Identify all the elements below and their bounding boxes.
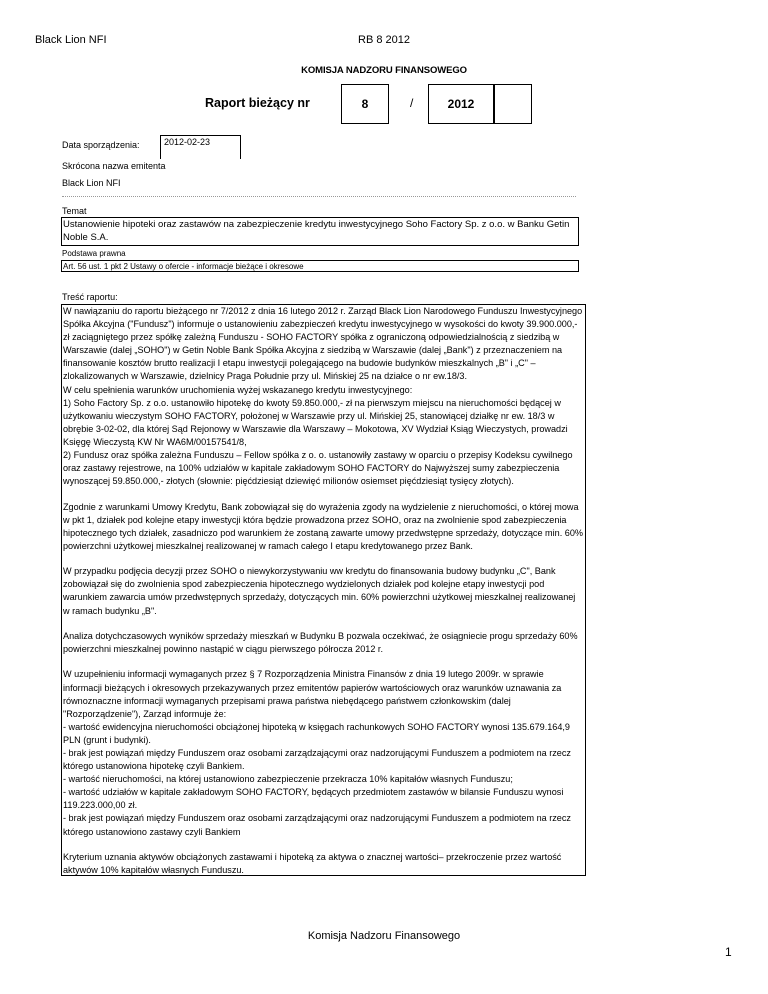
report-extra-box bbox=[494, 84, 532, 124]
page-number: 1 bbox=[725, 945, 732, 959]
content-paragraph-4: Analiza dotychczasowych wyników sprzedaży mieszkań w Budynku B pozwala oczekiwać, że osiągniecie progu sprzedaży 60% powierzchni mieszkalnej powinno nastąpić w ciągu pierwszego półrocza 2012 r. bbox=[63, 630, 578, 655]
content-paragraph-1: W nawiązaniu do raportu bieżącego nr 7/2012 z dnia 16 lutego 2012 r. Zarząd Black Lion Narodowego Funduszu Inwestycyjnego Spółka Akcyjna ("Fundusz") informuje o ustanowieniu zabezpieczeń kredytu inwestycyjnego w wysokości do kwoty 39.900.000,- zł zaciągniętego przez spółkę zależną Funduszu - SOHO FACTORY spółka z ograniczoną odpowiedzialnością z siedzibą w Warszawie (dalej „SOHO") w Getin Noble Bank Spółka Akcyjna z siedzibą w Warszawie (dalej „Bank") z przeznaczeniem na finansowanie kosztów brutto realizacji I etapu inwestycji polegającego na budowie budynków mieszkalnych „B" i „C" – zlokalizowanych w Warszawie, dzielnicy Praga Południe przy ul. Mińskiej 25 na działce o nr ew.18/3. W celu spełnienia warunków uruchomienia wyżej wskazanego kredytu inwestycyjnego: 1) Soho Factory Sp. z o.o. ustanowiło hipotekę do kwoty 59.850.000,- zł na pierwszym miejscu na nieruchomości będącej w użytkowaniu wieczystym SOHO FACTORY, położonej w Warszawie przy ul. Mińskiej 25, stanowiącej działkę nr ew. 18/3 w obrębie 3-02-02, dla której Sąd Rejonowy w Warszawie dla Warszawy – Mokotowa, XV Wydział Ksiąg Wieczystych, prowadzi Księgę Wieczystą KW Nr WA6M/00157541/8, 2) Fundusz oraz spółka zależna Funduszu – Fellow spółka z o. o. ustanowiły zastawy w oparciu o przepisy Kodeksu cywilnego oraz zastawy rejestrowe, na 100% udziałów w kapitale zakładowym SOHO FACTORY do Najwyższej sumy zabezpieczenia wynoszącej 59.850.000,- złotych (słownie: pięćdziesiąt dziewięć milionów osiemset pięćdziesiąt tysięcy złotych). bbox=[63, 306, 583, 487]
report-year: 2012 bbox=[447, 97, 475, 111]
document-title: KOMISJA NADZORU FINANSOWEGO bbox=[301, 65, 467, 76]
report-number: 8 bbox=[361, 97, 369, 111]
footer-authority: Komisja Nadzoru Finansowego bbox=[307, 930, 461, 942]
content-label: Treść raportu: bbox=[62, 292, 118, 302]
date-label: Data sporządzenia: bbox=[62, 140, 140, 150]
date-value: 2012-02-23 bbox=[164, 137, 211, 147]
subject-label: Temat bbox=[62, 206, 87, 216]
short-name-underline bbox=[62, 196, 576, 197]
subject-value: Ustanowienie hipoteki oraz zastawów na zabezpieczenie kredytu inwestycyjnego Soho Factory Sp. z o.o. w Banku Getin Noble S.A. bbox=[63, 219, 570, 243]
legal-basis-label: Podstawa prawna bbox=[62, 249, 126, 258]
legal-basis-value: Art. 56 ust. 1 pkt 2 Ustawy o ofercie - informacje bieżące i okresowe bbox=[63, 262, 304, 271]
content-paragraph-5: W uzupełnieniu informacji wymaganych przez § 7 Rozporządzenia Ministra Finansów z dnia 19 lutego 2009r. w sprawie informacji bieżących i okresowych przekazywanych przez emitentów papierów wartościowych oraz warunków uznawania za równoznaczne informacji wymaganych przepisami prawa państwa niebędącego państwem członkowskim (dalej "Rozporządzenie"), Zarząd informuje że: - wartość ewidencyjna nieruchomości obciążonej hipoteką w księgach rachunkowych SOHO FACTORY wynosi 135.679.164,9 PLN (grunt i budynki). - brak jest powiązań między Funduszem oraz osobami zarządzającymi oraz nadzorującymi Funduszem a podmiotem na rzecz którego ustanowiona hipotekę czyli Bankiem. - wartość nieruchomości, na której ustanowiono zabezpieczenie przekracza 10% kapitałów własnych Funduszu; - wartość udziałów w kapitale zakładowym SOHO FACTORY, będących przedmiotem zastawów w bilansie Funduszu wynosi 119.223.000,00 zł. - brak jest powiązań między Funduszem oraz osobami zarządzającymi oraz nadzorującymi Funduszem a podmiotem na rzecz którego ustanowiono zastawy czyli Bankiem bbox=[63, 669, 571, 837]
date-field bbox=[160, 135, 241, 159]
report-number-label: Raport bieżący nr bbox=[205, 96, 310, 110]
content-paragraph-2: Zgodnie z warunkami Umowy Kredytu, Bank zobowiązał się do wyrażenia zgody na wydzielenie z nieruchomości, o której mowa w pkt 1, działek pod kolejne etapy inwestycji która będzie prowadzona przez SOHO, oraz na zwolnienie spod zabezpieczenia hipotecznego tych działek, zasadniczo pod warunkiem że zostaną zawarte umowy przedwstępne sprzedaży, dotyczące min. 60% powierzchni użytkowej mieszkalnej realizowanej w ramach całego I etapu kredytowanego przez Bank. bbox=[63, 501, 583, 551]
legal-basis-field bbox=[61, 260, 579, 272]
content-field bbox=[61, 304, 586, 876]
subject-field bbox=[61, 217, 579, 246]
report-number-separator: / bbox=[410, 96, 414, 110]
short-name-value: Black Lion NFI bbox=[62, 178, 121, 188]
content-paragraph-3: W przypadku podjęcia decyzji przez SOHO o niewykorzystywaniu ww kredytu do finansowania budowy budynku „C", Bank zobowiązał się do zwolnienia spod zabezpieczenia hipotecznego wydzielonych działek pod kolejne etapy inwestycji pod warunkiem zawarcia umów przedwstępnych sprzedaży, dotyczących min. 60% powierzchni użytkowej mieszkalnej realizowanej w ramach budynku „B". bbox=[63, 566, 576, 616]
report-year-box bbox=[428, 84, 494, 124]
content-paragraph-6: Kryterium uznania aktywów obciążonych zastawami i hipoteką za aktywa o znacznej wartości– przekroczenie przez wartość aktywów 10% kapitałów własnych Funduszu. bbox=[63, 851, 562, 876]
short-name-label: Skrócona nazwa emitenta bbox=[62, 161, 166, 171]
header-issuer: Black Lion NFI bbox=[35, 34, 107, 46]
report-number-box bbox=[341, 84, 389, 124]
header-report-code: RB 8 2012 bbox=[358, 34, 410, 46]
